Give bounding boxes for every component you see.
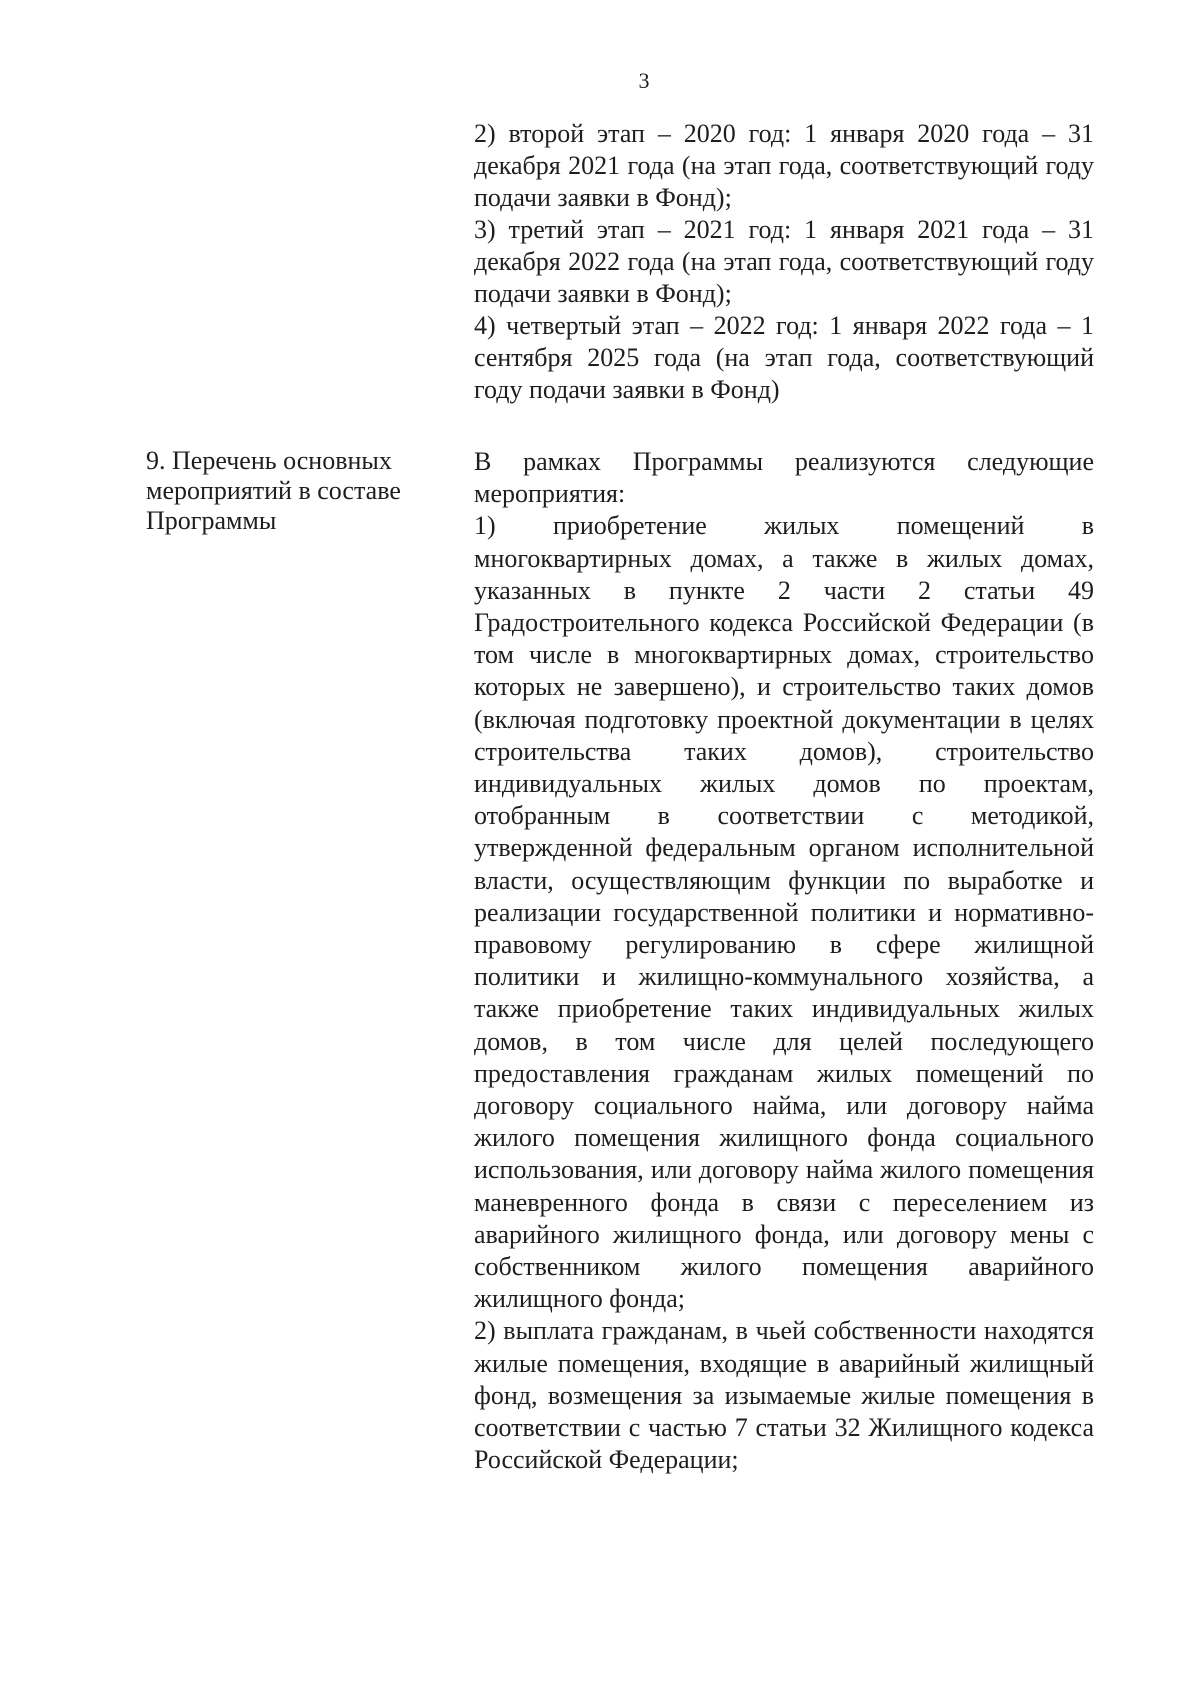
section-label: 9. Перечень основных мероприятий в составе Программы [146,446,401,535]
stage-item-3: 3) третий этап – 2021 год: 1 января 2021 года – 31 декабря 2022 года (на этап года, соответствующий году подачи заявки в Фонд); [474,215,1094,308]
stages-list [474,118,1094,406]
stage-item-4: 4) четвертый этап – 2022 год: 1 января 2022 года – 1 сентября 2025 года (на этап года, соответствующий году подачи заявки в Фонд) [474,311,1094,404]
measure-item-1: 1) приобретение жилых помещений в многоквартирных домах, а также в жилых домах, указанных в пункте 2 части 2 статьи 49 Градостроительного кодекса Российской Федерации (в том числе в многоквартирных домах, строительство которых не завершено), и строительство таких домов (включая подготовку проектной документации в целях строительства таких домов), строительство индивидуальных жилых домов по проектам, отобранным в соответствии с методикой, утвержденной федеральным органом исполнительной власти, осуществляющим функции по выработке и реализации государственной политики и нормативно-правовому регулированию в сфере жилищной политики и жилищно-коммунального хозяйства, а также приобретение таких индивидуальных жилых домов, в том числе для целей последующего предоставления гражданам жилых помещений по договору социального найма, или договору найма жилого помещения жилищного фонда социального использования, или договору найма жилого помещения маневренного фонда в связи с переселением из аварийного жилищного фонда, или договору мены с собственником жилого помещения аварийного жилищного фонда; [474,511,1094,1314]
stage-item-2: 2) второй этап – 2020 год: 1 января 2020 года – 31 декабря 2021 года (на этап года, соответствующий году подачи заявки в Фонд); [474,119,1094,212]
section-content [474,446,1094,1477]
measure-item-2: 2) выплата гражданам, в чьей собственности находятся жилые помещения, входящие в аварийный жилищный фонд, возмещения за изымаемые жилые помещения в соответствии с частью 7 статьи 32 Жилищного кодекса Российской Федерации; [474,1316,1094,1475]
page-number: 3 [638,68,650,93]
section-intro: В рамках Программы реализуются следующие мероприятия: [474,447,1094,509]
